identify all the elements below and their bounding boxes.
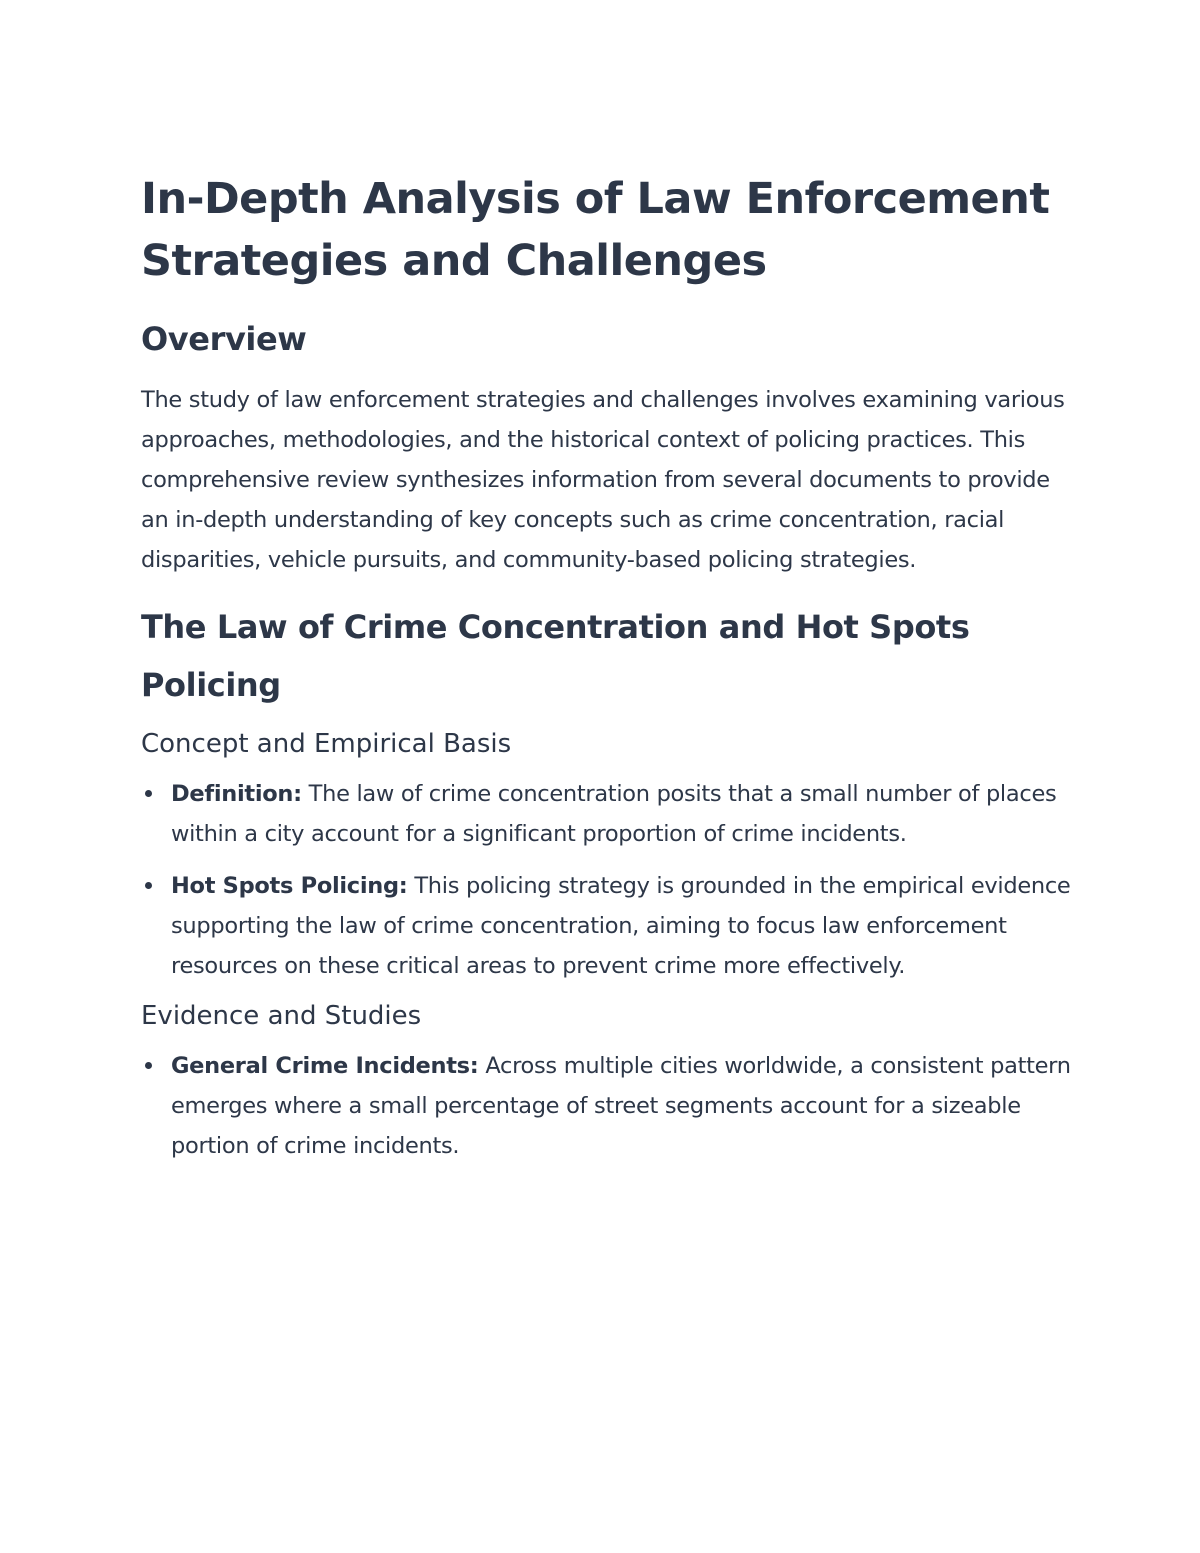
overview-heading: Overview	[141, 320, 307, 358]
concept-list	[141, 774, 1071, 986]
list-item-term: General Crime Incidents:	[171, 1053, 479, 1079]
concept-heading: Concept and Empirical Basis	[141, 729, 512, 759]
document-title: In-Depth Analysis of Law Enforcement Strategies and Challenges	[141, 174, 1050, 286]
evidence-heading: Evidence and Studies	[141, 1001, 422, 1031]
bullet-icon	[145, 790, 152, 797]
list-item-text: The law of crime concentration posits that a small number of places within a city account for a significant proportion of crime incidents.	[171, 781, 1057, 847]
crime-concentration-heading: The Law of Crime Concentration and Hot Spots Policing	[141, 608, 970, 704]
list-item	[141, 866, 1071, 986]
bullet-icon	[145, 1062, 152, 1069]
list-item	[141, 774, 1071, 854]
bullet-icon	[145, 882, 152, 889]
overview-paragraph: The study of law enforcement strategies and challenges involves examining various approaches, methodologies, and the historical context of policing practices. This comprehensive review synthesizes information from several documents to provide an in-depth understanding of key concepts such as crime concentration, racial disparities, vehicle pursuits, and community-based policing strategies.	[141, 387, 1065, 573]
evidence-list	[141, 1046, 1071, 1166]
document-page	[141, 168, 1071, 1166]
list-item-term: Definition:	[171, 781, 302, 807]
list-item-text: This policing strategy is grounded in the empirical evidence supporting the law of crime concentration, aiming to focus law enforcement resources on these critical areas to prevent crime more effectively.	[171, 873, 1071, 979]
list-item	[141, 1046, 1071, 1166]
list-item-text: Across multiple cities worldwide, a consistent pattern emerges where a small percentage of street segments account for a sizeable portion of crime incidents.	[171, 1053, 1071, 1159]
list-item-term: Hot Spots Policing:	[171, 873, 408, 899]
